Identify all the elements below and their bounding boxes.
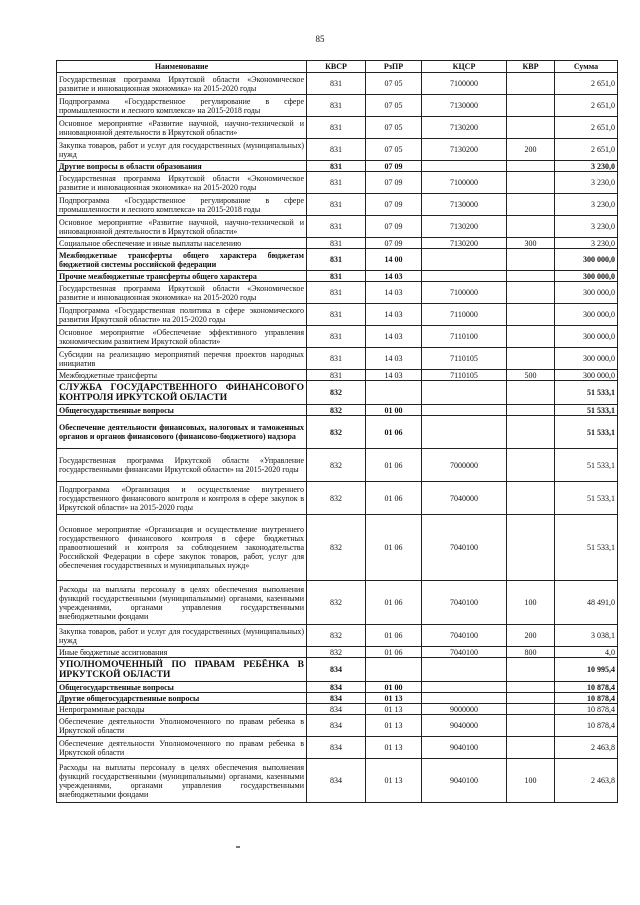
row-name: Прочие межбюджетные трансферты общего характера — [57, 271, 307, 282]
header-kvsr: КВСР — [307, 61, 366, 73]
row-sum: 300 000,0 — [555, 348, 618, 370]
row-kvsr: 834 — [307, 682, 366, 693]
row-kvsr: 831 — [307, 73, 366, 95]
header-kvr: КВР — [507, 61, 555, 73]
table-row — [57, 117, 618, 139]
table-row — [57, 682, 618, 693]
row-kvsr: 834 — [307, 715, 366, 737]
row-rzpr: 01 13 — [366, 704, 422, 715]
row-kvsr: 832 — [307, 515, 366, 581]
row-rzpr: 01 06 — [366, 581, 422, 625]
row-rzpr: 01 00 — [366, 405, 422, 416]
row-rzpr: 01 06 — [366, 482, 422, 515]
row-name: Иные бюджетные ассигнования — [57, 647, 307, 658]
row-kcsr: 7040100 — [422, 647, 507, 658]
row-kvr — [507, 194, 555, 216]
row-sum: 3 230,0 — [555, 161, 618, 172]
row-kcsr — [422, 249, 507, 271]
row-kvsr: 832 — [307, 482, 366, 515]
row-kvr — [507, 715, 555, 737]
row-kvsr: 831 — [307, 326, 366, 348]
row-sum: 300 000,0 — [555, 370, 618, 381]
row-kvr — [507, 348, 555, 370]
row-kvr — [507, 326, 555, 348]
row-kvr: 100 — [507, 581, 555, 625]
row-name: Расходы на выплаты персоналу в целях обеспечения выполнения функций государственными (муниципальными) органами, казенными учреждениями, органами управления государственными внебюджетными фондами — [57, 759, 307, 803]
row-sum: 51 533,1 — [555, 482, 618, 515]
row-kvr — [507, 216, 555, 238]
row-kvr — [507, 172, 555, 194]
row-name: УПОЛНОМОЧЕННЫЙ ПО ПРАВАМ РЕБЁНКА В ИРКУТСКОЙ ОБЛАСТИ — [57, 658, 307, 682]
row-rzpr: 01 13 — [366, 715, 422, 737]
row-kcsr — [422, 161, 507, 172]
row-name: Подпрограмма «Государственная политика в сфере экономического развития Иркутской области» на 2015-2020 годы — [57, 304, 307, 326]
row-kvr — [507, 304, 555, 326]
row-sum: 2 463,8 — [555, 759, 618, 803]
row-sum: 2 651,0 — [555, 139, 618, 161]
header-name: Наименование — [57, 61, 307, 73]
row-rzpr: 14 03 — [366, 282, 422, 304]
row-kcsr — [422, 271, 507, 282]
row-kvsr: 832 — [307, 581, 366, 625]
row-kvsr: 831 — [307, 304, 366, 326]
row-kcsr: 7040100 — [422, 625, 507, 647]
row-name: Другие общегосударственные вопросы — [57, 693, 307, 704]
row-sum: 300 000,0 — [555, 304, 618, 326]
row-rzpr: 01 06 — [366, 449, 422, 482]
row-kvsr: 834 — [307, 759, 366, 803]
row-kvr — [507, 693, 555, 704]
row-rzpr — [366, 381, 422, 405]
table-row — [57, 172, 618, 194]
row-kvsr: 831 — [307, 271, 366, 282]
table-row — [57, 282, 618, 304]
row-kvsr: 832 — [307, 381, 366, 405]
row-kvr — [507, 117, 555, 139]
row-kvsr: 834 — [307, 704, 366, 715]
row-name: Непрограммные расходы — [57, 704, 307, 715]
row-sum: 3 230,0 — [555, 172, 618, 194]
row-sum: 300 000,0 — [555, 249, 618, 271]
row-kcsr — [422, 405, 507, 416]
row-name: Другие вопросы в области образования — [57, 161, 307, 172]
row-kcsr: 7130200 — [422, 238, 507, 249]
row-sum: 10 878,4 — [555, 693, 618, 704]
row-kvsr: 831 — [307, 139, 366, 161]
table-row — [57, 139, 618, 161]
row-rzpr: 07 09 — [366, 161, 422, 172]
row-kcsr: 7130200 — [422, 117, 507, 139]
table-row — [57, 759, 618, 803]
row-name: Закупка товаров, работ и услуг для государственных (муниципальных) нужд — [57, 625, 307, 647]
row-kvr: 200 — [507, 625, 555, 647]
table-row — [57, 304, 618, 326]
row-name: Общегосударственные вопросы — [57, 682, 307, 693]
row-kvr — [507, 658, 555, 682]
row-name: Закупка товаров, работ и услуг для государственных (муниципальных) нужд — [57, 139, 307, 161]
row-name: Основное мероприятие «Развитие научной, научно-технической и инновационной деятельности в Иркутской области» — [57, 117, 307, 139]
row-name: Межбюджетные трансферты — [57, 370, 307, 381]
row-kvr — [507, 271, 555, 282]
row-kcsr: 9040100 — [422, 737, 507, 759]
row-kcsr: 7110000 — [422, 304, 507, 326]
row-kvr — [507, 682, 555, 693]
row-rzpr: 14 03 — [366, 326, 422, 348]
row-rzpr: 07 09 — [366, 194, 422, 216]
row-kcsr: 7100000 — [422, 73, 507, 95]
row-kcsr — [422, 693, 507, 704]
row-kvsr: 831 — [307, 249, 366, 271]
row-rzpr: 07 05 — [366, 139, 422, 161]
row-rzpr: 14 00 — [366, 249, 422, 271]
row-kvsr: 831 — [307, 161, 366, 172]
row-sum: 300 000,0 — [555, 282, 618, 304]
row-kvsr: 832 — [307, 625, 366, 647]
table-row — [57, 693, 618, 704]
table-row — [57, 216, 618, 238]
row-sum: 3 230,0 — [555, 238, 618, 249]
row-name: Государственная программа Иркутской области «Экономическое развитие и инновационная экономика» на 2015-2020 годы — [57, 73, 307, 95]
table-row — [57, 348, 618, 370]
table-row — [57, 249, 618, 271]
row-kvr: 300 — [507, 238, 555, 249]
row-kvr — [507, 95, 555, 117]
header-kcsr: КЦСР — [422, 61, 507, 73]
row-kvr — [507, 482, 555, 515]
row-name: Расходы на выплаты персоналу в целях обеспечения выполнения функций государственными (муниципальными) органами, казенными учреждениями, органами управления государственными внебюджетными фондами — [57, 581, 307, 625]
row-kvr: 800 — [507, 647, 555, 658]
table-row — [57, 271, 618, 282]
table-row — [57, 449, 618, 482]
row-rzpr: 01 13 — [366, 693, 422, 704]
table-row — [57, 647, 618, 658]
table-row — [57, 625, 618, 647]
row-kcsr: 7130200 — [422, 216, 507, 238]
row-kvsr: 834 — [307, 693, 366, 704]
table-row — [57, 73, 618, 95]
row-kcsr: 7100000 — [422, 282, 507, 304]
row-name: Подпрограмма «Государственное регулирование в сфере промышленности и лесного комплекса» на 2015-2018 годы — [57, 194, 307, 216]
row-sum: 2 463,8 — [555, 737, 618, 759]
row-kvr — [507, 161, 555, 172]
table-row — [57, 704, 618, 715]
row-name: Подпрограмма «Организация и осуществление внутреннего государственного финансового контроля и контроля в сфере закупок в Иркутской области» на 2015-2020 годы — [57, 482, 307, 515]
row-rzpr: 01 06 — [366, 416, 422, 449]
table-row — [57, 161, 618, 172]
table-row — [57, 482, 618, 515]
row-kvr — [507, 416, 555, 449]
scan-mark — [236, 846, 240, 848]
row-name: Социальное обеспечение и иные выплаты населению — [57, 238, 307, 249]
row-kvsr: 831 — [307, 348, 366, 370]
row-kvsr: 832 — [307, 405, 366, 416]
row-sum: 51 533,1 — [555, 515, 618, 581]
row-name: Основное мероприятие «Развитие научной, научно-технической и инновационной деятельности в Иркутской области» — [57, 216, 307, 238]
row-name: Обеспечение деятельности Уполномоченного по правам ребенка в Иркутской области — [57, 737, 307, 759]
row-sum: 300 000,0 — [555, 271, 618, 282]
row-name: Обеспечение деятельности финансовых, налоговых и таможенных органов и органов финансового (финансово-бюджетного) надзора — [57, 416, 307, 449]
table-row — [57, 515, 618, 581]
row-name: Общегосударственные вопросы — [57, 405, 307, 416]
row-name: Субсидии на реализацию мероприятий перечня проектов народных инициатив — [57, 348, 307, 370]
row-kcsr: 7040000 — [422, 482, 507, 515]
row-sum: 51 533,1 — [555, 405, 618, 416]
row-kvsr: 831 — [307, 238, 366, 249]
row-kcsr — [422, 416, 507, 449]
row-name: Государственная программа Иркутской области «Управление государственными финансами Иркутской области» на 2015-2020 годы — [57, 449, 307, 482]
row-kvr — [507, 249, 555, 271]
row-rzpr: 01 06 — [366, 515, 422, 581]
header-rzpr: РзПР — [366, 61, 422, 73]
row-rzpr: 01 06 — [366, 625, 422, 647]
row-name: Обеспечение деятельности Уполномоченного по правам ребенка в Иркутской области — [57, 715, 307, 737]
row-kcsr: 7100000 — [422, 172, 507, 194]
row-rzpr: 07 09 — [366, 216, 422, 238]
row-kcsr — [422, 682, 507, 693]
row-rzpr: 01 13 — [366, 737, 422, 759]
row-kvr — [507, 405, 555, 416]
row-rzpr: 01 00 — [366, 682, 422, 693]
row-sum: 2 651,0 — [555, 95, 618, 117]
row-rzpr: 14 03 — [366, 370, 422, 381]
row-kvr — [507, 381, 555, 405]
row-kcsr — [422, 381, 507, 405]
row-rzpr: 14 03 — [366, 271, 422, 282]
row-kvsr: 832 — [307, 647, 366, 658]
table-row — [57, 326, 618, 348]
row-sum: 10 878,4 — [555, 682, 618, 693]
row-sum: 3 038,1 — [555, 625, 618, 647]
row-kcsr: 7110105 — [422, 370, 507, 381]
table-row — [57, 658, 618, 682]
table-row — [57, 194, 618, 216]
row-sum: 4,0 — [555, 647, 618, 658]
row-name: Основное мероприятие «Обеспечение эффективного управления экономическим развитием Иркутской области» — [57, 326, 307, 348]
row-name: Государственная программа Иркутской области «Экономическое развитие и инновационная экономика» на 2015-2020 годы — [57, 282, 307, 304]
row-sum: 48 491,0 — [555, 581, 618, 625]
table-row — [57, 238, 618, 249]
row-rzpr: 07 05 — [366, 73, 422, 95]
row-sum: 51 533,1 — [555, 381, 618, 405]
table-row — [57, 416, 618, 449]
row-kcsr: 7130200 — [422, 139, 507, 161]
row-kvsr: 832 — [307, 416, 366, 449]
table-row — [57, 405, 618, 416]
row-sum: 300 000,0 — [555, 326, 618, 348]
table-row — [57, 737, 618, 759]
row-kvr — [507, 282, 555, 304]
row-name: Подпрограмма «Государственное регулирование в сфере промышленности и лесного комплекса» на 2015-2018 годы — [57, 95, 307, 117]
header-sum: Сумма — [555, 61, 618, 73]
row-kvsr: 834 — [307, 737, 366, 759]
row-sum: 2 651,0 — [555, 73, 618, 95]
table-header-row — [57, 61, 618, 73]
row-kcsr: 7000000 — [422, 449, 507, 482]
row-kvr: 100 — [507, 759, 555, 803]
table-row — [57, 715, 618, 737]
row-rzpr: 01 06 — [366, 647, 422, 658]
row-kvsr: 831 — [307, 370, 366, 381]
page-number: 85 — [315, 34, 325, 44]
row-kcsr: 7110100 — [422, 326, 507, 348]
row-rzpr: 01 13 — [366, 759, 422, 803]
row-kvr — [507, 704, 555, 715]
row-kvsr: 832 — [307, 449, 366, 482]
row-sum: 51 533,1 — [555, 449, 618, 482]
table-row — [57, 95, 618, 117]
row-rzpr: 07 09 — [366, 172, 422, 194]
row-kcsr: 7130000 — [422, 194, 507, 216]
row-rzpr: 14 03 — [366, 348, 422, 370]
row-kcsr: 7040100 — [422, 581, 507, 625]
row-kvsr: 831 — [307, 172, 366, 194]
row-rzpr: 07 05 — [366, 95, 422, 117]
row-kcsr: 7130000 — [422, 95, 507, 117]
row-sum: 10 878,4 — [555, 715, 618, 737]
row-kvsr: 831 — [307, 282, 366, 304]
budget-table — [56, 60, 618, 803]
row-kvr — [507, 449, 555, 482]
row-name: Государственная программа Иркутской области «Экономическое развитие и инновационная экономика» на 2015-2020 годы — [57, 172, 307, 194]
row-kvsr: 834 — [307, 658, 366, 682]
row-kcsr — [422, 658, 507, 682]
row-kcsr: 9040000 — [422, 715, 507, 737]
row-sum: 51 533,1 — [555, 416, 618, 449]
row-kvr — [507, 737, 555, 759]
row-name: Межбюджетные трансферты общего характера бюджетам бюджетной системы российской федерации — [57, 249, 307, 271]
row-rzpr: 07 05 — [366, 117, 422, 139]
table-row — [57, 370, 618, 381]
row-rzpr — [366, 658, 422, 682]
row-kvr — [507, 515, 555, 581]
row-kvr — [507, 73, 555, 95]
row-kcsr: 7040100 — [422, 515, 507, 581]
row-sum: 3 230,0 — [555, 216, 618, 238]
row-kvsr: 831 — [307, 216, 366, 238]
row-rzpr: 07 09 — [366, 238, 422, 249]
row-rzpr: 14 03 — [366, 304, 422, 326]
row-name: Основное мероприятие «Организация и осуществление внутреннего государственного финансового контроля в сфере бюджетных правоотношений и контроля за соблюдением законодательства Российской Федерации в сфере закупок товаров, работ, услуг для обеспечения государственных и муниципальных нужд» — [57, 515, 307, 581]
row-kcsr: 9040100 — [422, 759, 507, 803]
row-sum: 2 651,0 — [555, 117, 618, 139]
row-sum: 3 230,0 — [555, 194, 618, 216]
table-row — [57, 581, 618, 625]
row-kcsr: 7110105 — [422, 348, 507, 370]
table-row — [57, 381, 618, 405]
row-kvsr: 831 — [307, 117, 366, 139]
row-sum: 10 995,4 — [555, 658, 618, 682]
row-kcsr: 9000000 — [422, 704, 507, 715]
row-kvr: 200 — [507, 139, 555, 161]
row-sum: 10 878,4 — [555, 704, 618, 715]
row-name: СЛУЖБА ГОСУДАРСТВЕННОГО ФИНАНСОВОГО КОНТРОЛЯ ИРКУТСКОЙ ОБЛАСТИ — [57, 381, 307, 405]
row-kvr: 500 — [507, 370, 555, 381]
row-kvsr: 831 — [307, 194, 366, 216]
row-kvsr: 831 — [307, 95, 366, 117]
